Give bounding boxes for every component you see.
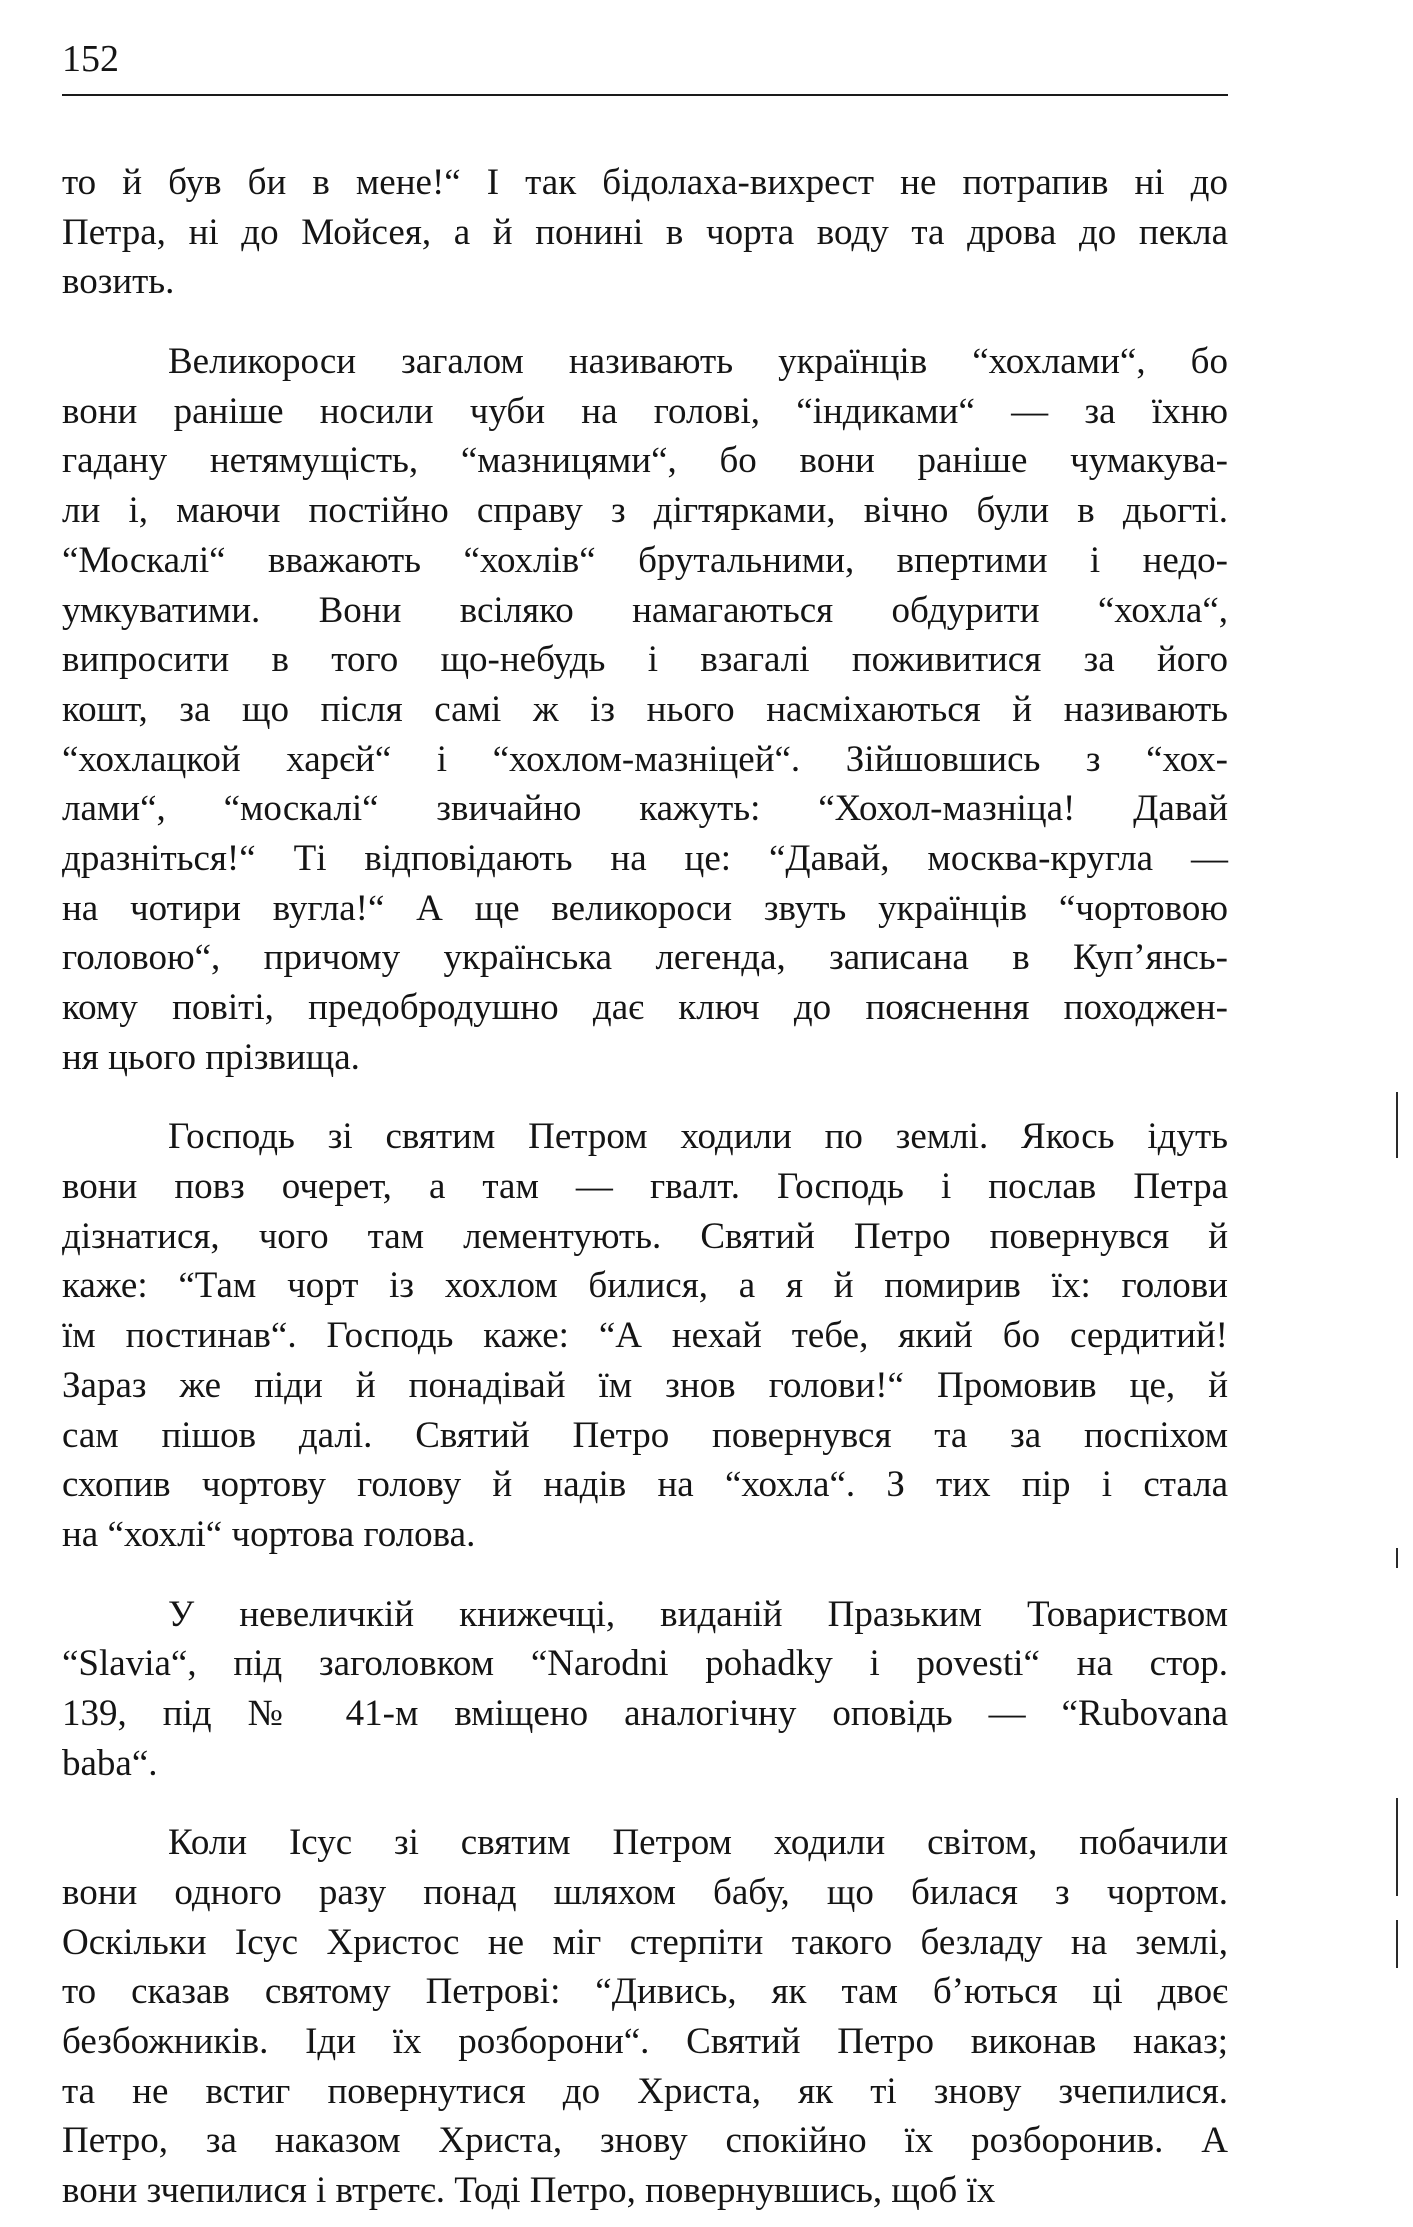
body-text [62,158,1228,2216]
paragraph [62,158,1228,307]
text-line: безбожників. Іди їх розборони“. Святий Петро виконав наказ; [62,2021,1228,2063]
text-line: Оскільки Ісус Христос не міг стерпіти такого безладу на землі, [62,1921,1228,1963]
header-rule [62,94,1228,96]
text-line: то й був би в мене!“ І так бідолаха-вихрест не потрапив ні до [62,162,1228,203]
text-line: кому повіті, предобродушно дає ключ до пояснення походжен- [62,987,1228,1028]
text-line: гадану нетямущість, “мазницями“, бо вони раніше чумакува- [62,440,1228,482]
text-line: лами“, “москалі“ звичайно кажуть: “Хохол-мазніца! Давай [62,788,1228,830]
text-line: ли і, маючи постійно справу з дігтярками, вічно були в дьогті. [62,490,1228,532]
text-line: Петра, ні до Мойсея, а й понині в чорта воду та дрова до пекла [62,211,1228,253]
text-line: на “хохлі“ чортова голова. [62,1513,476,1555]
paragraph-gap [62,1082,1228,1112]
text-line: кошт, за що після самі ж із нього насміхаються й називають [62,688,1228,730]
paragraph [62,337,1228,1082]
text-line: та не встиг повернутися до Христа, як ті знову зчепилися. [62,2070,1228,2112]
margin-mark [1396,1548,1398,1568]
text-line: схопив чортову голову й надів на “хохла“. З тих пір і стала [62,1464,1228,1506]
text-line: Великороси загалом називають українців “хохлами“, бо [168,341,1228,383]
text-line: Зараз же піди й понадівай їм знов голови!“ Промовив це, й [62,1364,1228,1406]
margin-mark [1396,1092,1398,1158]
paragraph [62,1112,1228,1559]
paragraph [62,1818,1228,2216]
text-line: “Slavia“, під заголовком “Narodni pohadky i povesti“ на стор. [62,1643,1228,1685]
text-line: вони одного разу понад шляхом бабу, що билася з чортом. [62,1872,1228,1913]
text-line: У невеличкій книжечці, виданій Празьким Товариством [168,1593,1228,1635]
text-line: Коли Ісус зі святим Петром ходили світом, побачили [168,1822,1228,1864]
text-line: возить. [62,261,175,303]
margin-mark [1396,1798,1398,1896]
text-line: Господь зі святим Петром ходили по землі. Якось ідуть [168,1116,1228,1158]
text-line: каже: “Там чорт із хохлом билися, а я й помирив їх: голови [62,1265,1228,1307]
text-line: вони повз очерет, а там — гвалт. Господь і послав Петра [62,1166,1228,1208]
text-line: “хохлацкой харєй“ і “хохлом-мазніцей“. Зійшовшись з “хох- [62,738,1228,780]
text-line: дізнатися, чого там лементують. Святий Петро повернувся й [62,1215,1228,1257]
text-line: “Москалі“ вважають “хохлів“ брутальними, впертими і недо- [62,539,1228,581]
paragraph-gap [62,1560,1228,1590]
text-line: головою“, причому українська легенда, записана в Куп’янсь- [62,937,1228,979]
margin-mark [1396,1920,1398,1968]
text-line: їм постинав“. Господь каже: “А нехай тебе, який бо сердитий! [62,1315,1228,1357]
text-line: випросити в того що-небудь і взагалі поживитися за його [62,639,1228,681]
text-line: Петро, за наказом Христа, знову спокійно їх розборонив. А [62,2120,1228,2162]
text-line: сам пішов далі. Святий Петро повернувся та за поспіхом [62,1414,1228,1456]
text-line: ня цього прізвища. [62,1036,360,1078]
text-line: то сказав святому Петрові: “Дивись, як там б’ються ці двоє [62,1971,1228,2013]
paragraph-gap [62,307,1228,337]
paragraph-gap [62,1788,1228,1818]
page-number: 152 [62,38,119,80]
text-line: baba“. [62,1742,158,1784]
paragraph [62,1590,1228,1789]
text-line: на чотири вугла!“ А ще великороси звуть українців “чортовою [62,887,1228,929]
text-line: вони зчепилися і втретє. Тоді Петро, повернувшись, щоб їх [62,2170,996,2212]
text-line: умкуватими. Вони всіляко намагаються обдурити “хохла“, [62,589,1228,631]
text-line: 139, під № 41-м вміщено аналогічну оповідь — “Rubovana [62,1692,1228,1734]
text-line: вони раніше носили чуби на голові, “індиками“ — за їхню [62,390,1228,432]
text-line: дразніться!“ Ті відповідають на це: “Давай, москва-кругла — [62,837,1228,879]
